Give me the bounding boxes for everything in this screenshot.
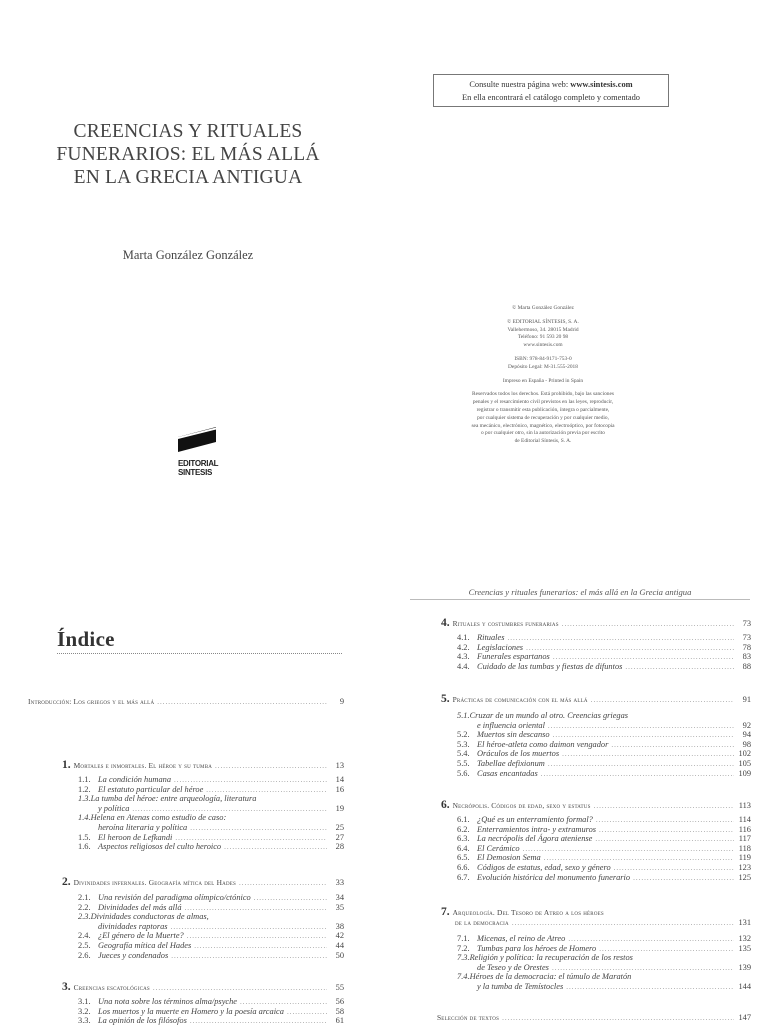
index-heading: Índice — [57, 627, 115, 651]
toc-chapter[interactable] — [441, 799, 751, 811]
chapter-number: 4. — [441, 617, 450, 629]
entry-label — [457, 730, 550, 739]
entry-label — [457, 873, 630, 882]
page-number: 42 — [335, 931, 344, 941]
entry-number: 6.3. — [457, 834, 470, 844]
entry-number: 7.2. — [457, 943, 470, 953]
dot-leader — [541, 770, 734, 778]
entry-number: 6.7. — [457, 872, 470, 882]
page-number: 131 — [738, 918, 751, 927]
entry-number: 1.2. — [78, 784, 91, 794]
toc-entry[interactable] — [457, 662, 751, 671]
author-name: Marta González González — [122, 248, 254, 262]
entry-title: Oráculos de los muertos — [477, 749, 560, 759]
publisher-address: Vallehermoso, 34. 28015 Madrid — [507, 326, 579, 333]
page-number: 88 — [742, 661, 751, 671]
dot-leader — [175, 834, 327, 842]
entry-title: Tumbas para los héroes de Homero — [477, 943, 597, 953]
entry-number: 3.3. — [78, 1016, 91, 1025]
dot-leader — [206, 786, 327, 794]
toc-entry[interactable] — [457, 853, 751, 862]
page-number: 147 — [738, 1013, 751, 1022]
page-number: 28 — [335, 842, 344, 852]
dot-leader — [157, 698, 327, 706]
dot-leader — [553, 731, 734, 739]
index-heading-rule — [57, 653, 342, 654]
page-number: 9 — [339, 697, 344, 706]
dot-leader — [240, 998, 327, 1006]
website-notice-line-2: En ella encontrará el catálogo completo y comentado — [462, 93, 640, 102]
entry-number: 5.3. — [457, 739, 470, 749]
entry-title: Los muertos y la muerte en Homero y la poesía arcaica — [98, 1006, 284, 1016]
rights-line: Reservados todos los derechos. Está prohibido, bajo las sanciones — [472, 391, 614, 398]
dot-leader — [633, 874, 734, 882]
entry-number: 2.3. — [78, 912, 91, 922]
toc-chapter[interactable] — [441, 906, 751, 918]
page-number: 117 — [738, 834, 751, 844]
page-number: 34 — [335, 893, 344, 902]
toc-entry[interactable] — [78, 1007, 344, 1016]
dot-leader — [502, 1014, 734, 1022]
page-number: 113 — [738, 801, 751, 810]
copyright-publisher: © EDITORIAL SÍNTESIS, S. A. — [507, 318, 579, 325]
entry-number: 2.2. — [78, 902, 91, 912]
entry-number: 6.4. — [457, 843, 470, 853]
toc-entry[interactable] — [457, 844, 751, 853]
toc-entry[interactable] — [457, 934, 751, 943]
printed-in: Impreso en España - Printed in Spain — [502, 377, 584, 384]
entry-label — [457, 853, 541, 862]
entry-title: El héroe-atleta como daimon vengador — [477, 739, 609, 749]
rights-line: registrar o transmitir esta publicación, íntegra o parcialmente, — [476, 406, 610, 413]
dot-leader — [611, 741, 734, 749]
toc-entry[interactable] — [457, 730, 751, 739]
chapter-title: Divinidades infernales. Geografía mítica del Hades — [73, 878, 236, 887]
entry-title: Cruzar de un mundo al otro. Creencias griegas — [469, 711, 629, 720]
entry-title: de Teseo y de Orestes — [477, 962, 549, 972]
entry-number: 7.1. — [457, 934, 470, 943]
chapter-title: Mortales e inmortales. El héroe y su tumba — [73, 761, 213, 770]
entry-title: Micenas, el reino de Atreo — [477, 934, 566, 943]
page-number: 98 — [742, 739, 751, 749]
entry-label — [78, 893, 251, 902]
chapter-number: 3. — [62, 981, 71, 993]
dot-leader — [553, 653, 734, 661]
toc-entry[interactable] — [457, 652, 751, 661]
entry-title: La opinión de los filósofos — [98, 1016, 187, 1025]
dot-leader — [194, 942, 327, 950]
entry-label — [78, 775, 171, 784]
toc-chapter-continued — [455, 918, 751, 927]
rights-line: de Editorial Síntesis, S. A. — [514, 438, 572, 445]
page-number: 44 — [335, 941, 344, 950]
entry-title: Una nota sobre los términos alma/psyche — [98, 997, 238, 1006]
dot-leader — [153, 984, 327, 992]
entry-number: 1.4. — [78, 813, 91, 823]
publisher-logo-line-1: EDITORIAL — [178, 459, 219, 468]
website-url[interactable]: www.sintesis.com — [570, 80, 633, 89]
page-number: 118 — [738, 843, 751, 853]
entry-number: 2.4. — [78, 931, 91, 941]
entry-title: e influencia oriental — [477, 720, 545, 730]
dot-leader — [548, 760, 734, 768]
page-number: 125 — [738, 872, 751, 882]
page-number: 14 — [335, 775, 344, 784]
entry-label — [78, 785, 203, 794]
toc-chapter[interactable] — [62, 876, 344, 888]
entry-number: 5.1. — [457, 711, 470, 720]
page-number: 73 — [742, 619, 751, 628]
chapter-number: 1. — [62, 759, 71, 771]
entry-label — [457, 759, 545, 768]
entry-title: Muertos sin descanso — [477, 730, 550, 740]
entry-label — [457, 749, 559, 758]
page-number: 91 — [742, 695, 751, 704]
toc-entry — [457, 711, 628, 720]
entry-label — [457, 944, 596, 953]
toc-entry-continued[interactable] — [477, 982, 751, 991]
entry-title: divinidades raptoras — [98, 921, 168, 931]
page-number: 73 — [742, 633, 751, 642]
chapter-number: 6. — [441, 799, 450, 811]
entry-number: 5.4. — [457, 749, 470, 759]
entry-title: La tumba del héroe: entre arqueología, literatura — [90, 794, 257, 804]
page-number: 83 — [742, 652, 751, 662]
introduction-title: Introducción: Los griegos y el más allá — [28, 697, 155, 706]
toc-entry[interactable] — [78, 833, 344, 842]
toc-chapter[interactable] — [62, 759, 344, 771]
entry-title: Divinidades del más allá — [98, 902, 182, 912]
toc-entry — [78, 813, 226, 822]
entry-number: 6.6. — [457, 863, 470, 872]
dot-leader — [215, 762, 327, 770]
entry-number: 1.6. — [78, 842, 91, 852]
entry-label — [457, 662, 622, 671]
page-number: 144 — [738, 982, 751, 991]
toc-selection-of-texts[interactable] — [437, 1013, 751, 1022]
website-notice-line-1 — [434, 78, 668, 91]
entry-title: Religión y política: la recuperación de los restos — [469, 953, 633, 963]
page-number: 55 — [335, 983, 344, 992]
entry-title: El Demosion Sema — [477, 853, 541, 863]
entry-title: ¿El género de la Muerte? — [98, 931, 184, 941]
entry-label — [78, 997, 237, 1006]
dot-leader — [614, 864, 734, 872]
entry-number: 4.1. — [457, 633, 470, 642]
page-number: 27 — [335, 832, 344, 842]
entry-label — [78, 833, 172, 842]
toc-entry[interactable] — [457, 643, 751, 652]
toc-entry[interactable] — [457, 834, 751, 843]
entry-title: Geografía mítica del Hades — [98, 941, 192, 950]
entry-label — [457, 844, 520, 853]
toc-entry-continued[interactable] — [477, 721, 751, 730]
dot-leader — [224, 843, 327, 851]
entry-title: y política — [98, 803, 130, 813]
toc-entry[interactable] — [78, 951, 344, 960]
entry-number: 5.2. — [457, 730, 470, 740]
entry-label — [457, 863, 611, 872]
dot-leader — [526, 644, 734, 652]
entry-title: heroína literaria y política — [98, 823, 188, 832]
dot-leader — [185, 904, 327, 912]
entry-title: La condición humana — [98, 775, 172, 784]
dot-leader — [562, 750, 734, 758]
chapter-title: Necrópolis. Códigos de edad, sexo y estatus — [452, 801, 591, 810]
entry-number: 6.1. — [457, 815, 470, 824]
entry-title: El estatuto particular del héroe — [98, 784, 204, 794]
dot-leader — [523, 845, 734, 853]
toc-entry[interactable] — [457, 749, 751, 758]
toc-introduction[interactable] — [28, 697, 344, 706]
publisher-logo-text — [178, 459, 222, 477]
page-number: 50 — [335, 950, 344, 960]
toc-entry[interactable] — [457, 863, 751, 872]
dot-leader — [595, 835, 734, 843]
entry-number: 1.5. — [78, 832, 91, 842]
page-number: 56 — [335, 997, 344, 1006]
toc-entry[interactable] — [457, 740, 751, 749]
page-number: 94 — [742, 730, 751, 740]
dot-leader — [568, 935, 734, 943]
entry-number: 2.5. — [78, 941, 91, 950]
toc-entry[interactable] — [457, 944, 751, 953]
entry-title: y la tumba de Temístocles — [477, 982, 564, 991]
toc-entry[interactable] — [457, 815, 751, 824]
entry-number: 6.5. — [457, 853, 470, 863]
entry-label — [78, 842, 221, 851]
toc-entry[interactable] — [78, 893, 344, 902]
entry-number: 1.3. — [78, 794, 91, 804]
page-number: 135 — [738, 943, 751, 953]
entry-label — [457, 643, 523, 652]
page-number: 119 — [738, 853, 751, 863]
toc-entry[interactable] — [78, 997, 344, 1006]
book-title — [40, 120, 336, 189]
book-title-line-1: CREENCIAS Y RITUALES — [73, 121, 303, 142]
entry-label — [457, 652, 550, 661]
entry-title: Rituales — [477, 633, 505, 642]
page-number: 58 — [335, 1006, 344, 1016]
dot-leader — [254, 894, 327, 902]
dot-leader — [239, 879, 327, 887]
entry-title: Una revisión del paradigma olímpico/ctónico — [98, 893, 251, 902]
dot-leader — [190, 824, 327, 832]
page-number: 92 — [742, 720, 751, 730]
toc-entry-continued[interactable] — [98, 823, 344, 832]
page-number: 38 — [335, 921, 344, 931]
chapter-title: Arqueología. Del Tesoro de Atreo a los héroes — [452, 908, 604, 917]
dot-leader — [596, 816, 734, 824]
website-notice-prefix: Consulte nuestra página web: — [469, 80, 571, 89]
publisher-phone: Teléfono: 91 593 20 98 — [517, 334, 569, 341]
entry-title: Jueces y condenados — [98, 950, 169, 960]
entry-title: Tabellae defixionum — [477, 759, 545, 768]
chapter-title: de la democracia — [455, 918, 509, 927]
dot-leader — [187, 932, 327, 940]
entry-number: 6.2. — [457, 824, 470, 834]
toc-entry[interactable] — [457, 759, 751, 768]
toc-entry[interactable] — [457, 873, 751, 882]
dot-leader — [562, 620, 734, 628]
page-number: 19 — [335, 803, 344, 813]
toc-entry[interactable] — [78, 931, 344, 940]
toc-entry[interactable] — [78, 775, 344, 784]
page-number: 139 — [738, 962, 751, 972]
toc-entry[interactable] — [78, 842, 344, 851]
dot-leader — [512, 919, 734, 927]
entry-label — [78, 931, 184, 940]
website-notice-box — [433, 74, 669, 107]
toc-entry — [457, 953, 633, 962]
dot-leader — [171, 923, 327, 931]
entry-title: Códigos de estatus, edad, sexo y género — [477, 863, 611, 872]
entry-label — [457, 825, 596, 834]
page-number: 102 — [738, 749, 751, 759]
entry-title: El heroon de Lefkandi — [98, 832, 173, 842]
page-number: 105 — [738, 759, 751, 768]
entry-title: Funerales espartanos — [477, 652, 550, 662]
entry-title: Enterramientos intra- y extramuros — [477, 824, 597, 834]
dot-leader — [566, 983, 734, 991]
entry-label — [457, 740, 608, 749]
entry-number: 3.2. — [78, 1006, 91, 1016]
page-number: 123 — [738, 863, 751, 872]
toc-entry[interactable] — [78, 903, 344, 912]
toc-entry-continued[interactable] — [98, 804, 344, 813]
chapter-title: Creencias escatológicas — [73, 983, 150, 992]
dot-leader — [507, 634, 734, 642]
dot-leader — [599, 945, 734, 953]
selection-title: Selección de textos — [437, 1013, 500, 1022]
page-number: 25 — [335, 823, 344, 832]
dot-leader — [552, 964, 734, 972]
entry-title: Legislaciones — [477, 642, 524, 652]
page-number: 114 — [738, 815, 751, 824]
page-number: 116 — [738, 824, 751, 834]
copyright-block — [425, 305, 661, 446]
dot-leader — [544, 854, 734, 862]
entry-label — [457, 834, 592, 843]
entry-label — [457, 934, 565, 943]
page-number: 132 — [738, 934, 751, 943]
toc-entry[interactable] — [457, 825, 751, 834]
entry-number: 4.3. — [457, 652, 470, 662]
running-head: Creencias y rituales funerarios: el más allá en la Grecia antigua — [410, 587, 750, 600]
toc-entry[interactable] — [78, 941, 344, 950]
page-number: 61 — [335, 1016, 344, 1025]
dot-leader — [287, 1008, 327, 1016]
legal-deposit: Depósito Legal: M-31.555-2018 — [508, 363, 578, 370]
entry-number: 1.1. — [78, 775, 91, 784]
dot-leader — [599, 826, 734, 834]
entry-label — [78, 941, 191, 950]
entry-title: Casas encantadas — [477, 768, 538, 778]
chapter-title: Rituales y costumbres funerarias — [452, 619, 559, 628]
rights-line: sea mecánico, electrónico, magnético, electroóptico, por fotocopia — [471, 422, 615, 429]
dot-leader — [174, 776, 327, 784]
page-number: 78 — [742, 642, 751, 652]
book-title-line-2: FUNERARIOS: EL MÁS ALLÁ — [56, 144, 320, 165]
entry-number: 4.2. — [457, 642, 470, 652]
chapter-title: Prácticas de comunicación con el más allá — [452, 695, 588, 704]
entry-title: La necrópolis del Ágora ateniense — [477, 834, 593, 844]
toc-chapter[interactable] — [441, 693, 751, 705]
entry-number: 5.5. — [457, 759, 470, 768]
entry-number: 7.4. — [457, 972, 470, 982]
toc-entry[interactable] — [78, 785, 344, 794]
dot-leader — [625, 663, 734, 671]
entry-title: Helena en Atenas como estudio de caso: — [90, 813, 227, 823]
rights-line: por cualquier sistema de recuperación y por cualquier medio, — [477, 414, 609, 421]
isbn: ISBN: 978-84-9171-753-0 — [514, 355, 572, 362]
page-number: 35 — [335, 902, 344, 912]
entry-title: El Cerámico — [477, 843, 520, 853]
entry-number: 2.6. — [78, 950, 91, 960]
entry-number: 2.1. — [78, 893, 91, 902]
entry-title: Héroes de la democracia: el túmulo de Maratón — [469, 972, 632, 982]
toc-entry — [78, 794, 256, 803]
publisher-logo-line-2: SINTESIS — [178, 468, 213, 477]
entry-number: 5.6. — [457, 768, 470, 778]
entry-label — [457, 633, 504, 642]
publisher-logo-mark — [178, 424, 216, 452]
toc-entry — [78, 912, 209, 921]
entry-number: 4.4. — [457, 661, 470, 671]
entry-title: Divinidades conductoras de almas, — [90, 912, 209, 922]
dot-leader — [591, 696, 734, 704]
dot-leader — [594, 802, 734, 810]
chapter-number: 2. — [62, 876, 71, 888]
rights-line: o por cualquier otro, sin la autorización previa por escrito — [481, 430, 605, 437]
entry-label — [78, 903, 182, 912]
toc-entry-continued[interactable] — [477, 963, 751, 972]
toc-chapter[interactable] — [441, 617, 751, 629]
entry-label — [78, 951, 168, 960]
entry-title: Cuidado de las tumbas y fiestas de difuntos — [477, 661, 623, 671]
entry-title: Aspectos religiosos del culto heroico — [98, 842, 222, 852]
entry-number: 7.3. — [457, 953, 470, 963]
copyright-author: © Marta González González — [512, 305, 574, 311]
dot-leader — [132, 805, 327, 813]
toc-entry[interactable] — [457, 769, 751, 778]
dot-leader — [171, 952, 327, 960]
chapter-number: 7. — [441, 906, 450, 918]
page-number: 13 — [335, 761, 344, 770]
chapter-number: 5. — [441, 693, 450, 705]
page-number: 33 — [335, 878, 344, 887]
toc-chapter[interactable] — [62, 981, 344, 993]
book-title-line-3: EN LA GRECIA ANTIGUA — [73, 167, 303, 188]
entry-number: 3.1. — [78, 997, 91, 1006]
toc-entry-continued[interactable] — [98, 922, 344, 931]
entry-title: Evolución histórica del monumento funerario — [477, 872, 631, 882]
page-number: 109 — [738, 768, 751, 778]
publisher-logo — [178, 424, 222, 477]
dot-leader — [548, 722, 734, 730]
entry-label — [78, 1007, 284, 1016]
entry-label — [457, 815, 593, 824]
toc-entry[interactable] — [457, 633, 751, 642]
entry-title: ¿Qué es un enterramiento formal? — [477, 815, 593, 824]
publisher-web: www.sintesis.com — [523, 342, 563, 349]
rights-line: penales y el resarcimiento civil previstos en las leyes, reproducir, — [472, 399, 614, 406]
entry-label — [457, 769, 538, 778]
page-number: 16 — [335, 784, 344, 794]
toc-entry — [457, 972, 631, 981]
